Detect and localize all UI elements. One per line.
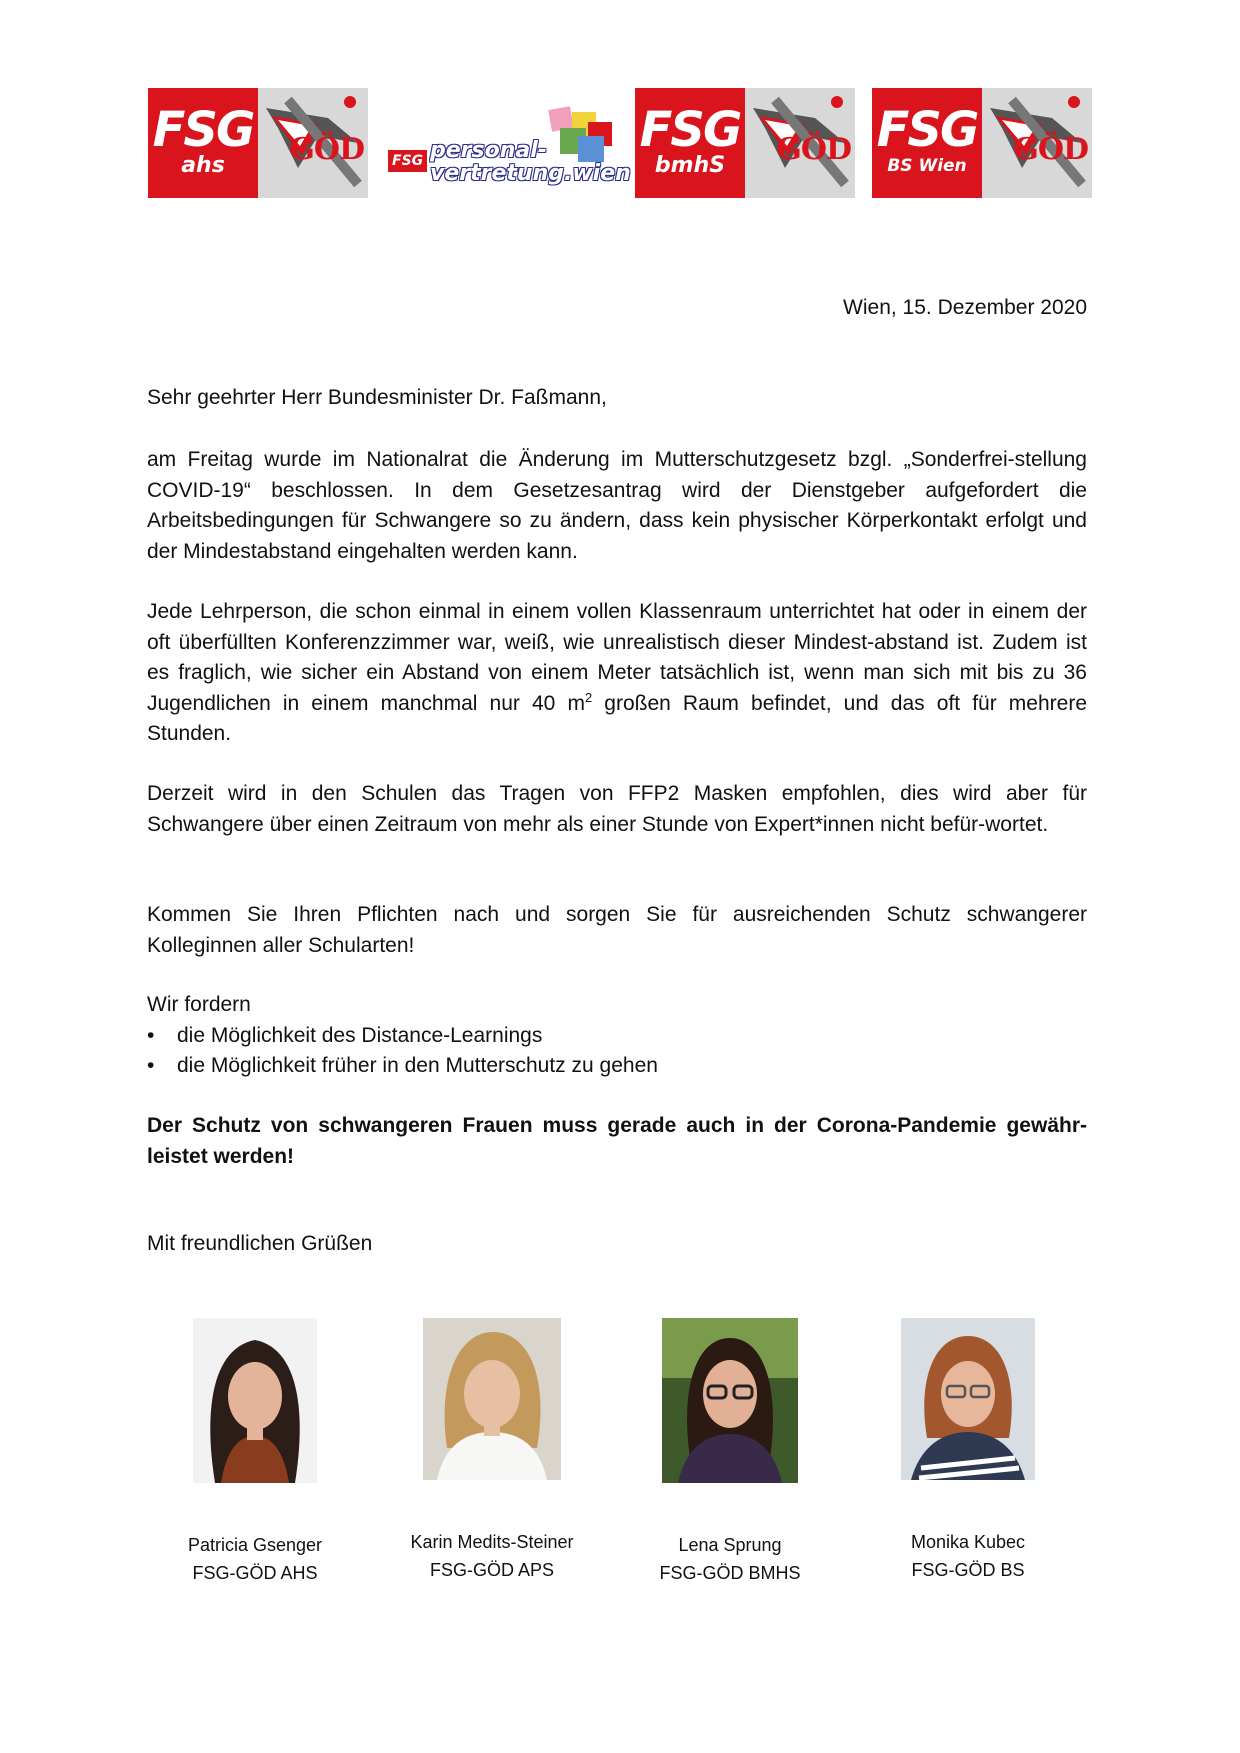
logo-fsg-bmhs <box>635 88 855 198</box>
list-item <box>147 1021 658 1052</box>
logo-goed-text: GÖD <box>289 132 364 167</box>
bullet-icon: • <box>147 1023 155 1047</box>
signatory-org: FSG-GÖD BS <box>911 1560 1025 1580</box>
logo-fsg-text: FSG <box>152 102 254 158</box>
superscript-two: 2 <box>584 689 593 705</box>
colored-squares-icon <box>538 106 618 166</box>
logo-personalvertretung <box>388 106 631 198</box>
logo-fsg-ahs <box>148 88 368 198</box>
logo-strip <box>148 88 1098 200</box>
pv-fsg-tag: FSG <box>388 150 427 172</box>
paragraph-ffp2-masks: Derzeit wird in den Schulen das Tragen von FFP2 Masken empfohlen, dies wird aber für Schwangere über einen Zeitraum von mehr als einer Stunde von Expert*innen nicht befür-wortet. <box>147 782 1087 836</box>
demands-list <box>147 1021 658 1082</box>
paragraph-distance-text-b: großen Raum befindet, und das oft für mehrere Stunden. <box>147 691 1088 745</box>
signatory-card <box>858 1318 1078 1584</box>
letter-salutation: Sehr geehrter Herr Bundesminister Dr. Faßmann, <box>147 386 607 409</box>
logo-goed-text: GÖD <box>776 132 851 167</box>
signatory-card <box>620 1318 840 1587</box>
logo-sub-text: BS Wien <box>887 156 967 176</box>
letter-closing: Mit freundlichen Grüßen <box>147 1232 373 1255</box>
logo-fsg-text: FSG <box>876 102 978 158</box>
avatar <box>901 1318 1035 1480</box>
pv-text-line2: vertretung.wien <box>430 161 631 186</box>
signatory-name: Monika Kubec <box>910 1532 1026 1552</box>
paragraph-distance-text-a: Jede Lehrperson, die schon einmal in einem vollen Klassenraum unterrichtet hat oder in einem der oft überfüllten Konferenzzimmer war, weiß, wie unrealistisch dieser Mindest-abstand ist. Zudem ist es fraglich, wie sicher ein Abstand von einem Meter tatsächlich ist, wenn man sich mit bis zu 36 Jugendlichen in einem manchmal nur 40 m <box>147 600 1087 715</box>
bullet-icon: • <box>147 1054 155 1077</box>
logo-goed-text: GÖD <box>1013 132 1088 167</box>
demands-intro: Wir fordern <box>147 993 251 1016</box>
logo-fsg-text: FSG <box>639 102 741 158</box>
paragraph-distance <box>147 597 1087 750</box>
letter-date: Wien, 15. Dezember 2020 <box>843 296 1087 319</box>
signatory-org: FSG-GÖD BMHS <box>659 1563 801 1583</box>
signatory-name: Karin Medits-Steiner <box>410 1532 574 1552</box>
signatory-org: FSG-GÖD AHS <box>192 1563 318 1583</box>
avatar <box>662 1318 798 1483</box>
list-item-text: die Möglichkeit des Distance-Learnings <box>177 1023 543 1047</box>
list-item-text: die Möglichkeit früher in den Mutterschutz zu gehen <box>177 1054 658 1077</box>
demands-section <box>147 990 658 1082</box>
signatory-card <box>382 1318 602 1584</box>
list-item <box>147 1051 658 1082</box>
logo-fsg-bs-wien <box>872 88 1092 198</box>
logo-sub-text: ahs <box>181 153 225 178</box>
avatar <box>193 1318 317 1483</box>
signatory-card <box>145 1318 365 1587</box>
pv-text-line1: personal- <box>430 138 547 163</box>
paragraph-appeal: Kommen Sie Ihren Pflichten nach und sorgen Sie für ausreichenden Schutz schwangerer Kolleginnen aller Schularten! <box>147 903 1087 957</box>
signatory-name: Patricia Gsenger <box>187 1535 323 1555</box>
paragraph-law-change: am Freitag wurde im Nationalrat die Änderung im Mutterschutzgesetz bzgl. „Sonderfrei-stellung COVID-19“ beschlossen. In dem Gesetzesantrag wird der Dienstgeber aufgefordert die Arbeitsbedingungen für Schwangere so zu ändern, dass kein physischer Körperkontakt erfolgt und der Mindestabstand eingehalten werden kann. <box>147 448 1087 563</box>
logo-sub-text: bmhS <box>654 153 726 178</box>
paragraph-conclusion: Der Schutz von schwangeren Frauen muss gerade auch in der Corona-Pandemie gewähr-leistet werden! <box>147 1114 1087 1168</box>
avatar <box>423 1318 561 1480</box>
signatory-org: FSG-GÖD APS <box>429 1560 555 1580</box>
signatory-name: Lena Sprung <box>678 1535 782 1555</box>
